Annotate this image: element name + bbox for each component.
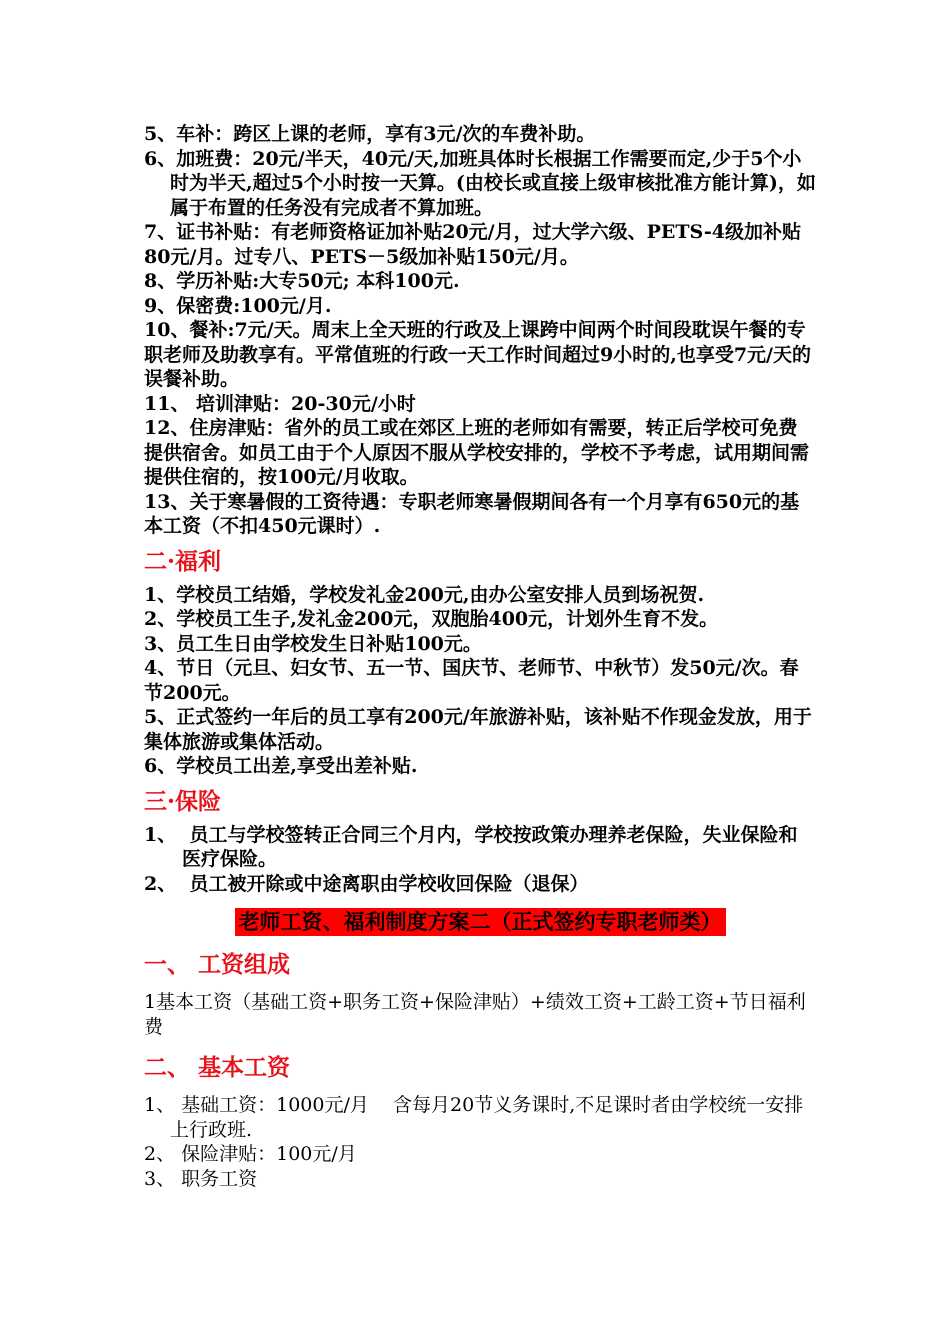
document-page (144, 122, 816, 1191)
allowance-item-11: 11、 培训津贴：20-30元/小时 (144, 392, 416, 415)
allowance-item-10: 10、餐补:7元/天。周末上全天班的行政及上课跨中间两个时间段耽误午餐的专职老师及助教享有。平常值班的行政一天工作时间超过9小时的,也享受7元/天的误餐补助。 (144, 319, 811, 390)
allowance-item-12: 12、住房津贴：省外的员工或在郊区上班的老师如有需要，转正后学校可免费提供宿舍。如员工由于个人原因不服从学校安排的，学校不予考虑，试用期间需提供住宿的，按100元/月收取。 (144, 417, 810, 488)
welfare-item-4: 4、节日（元旦、妇女节、五一节、国庆节、老师节、中秋节）发50元/次。春节200元。 (144, 657, 799, 704)
allowance-item-6: 6、加班费：20元/半天，40元/天,加班具体时长根据工作需要而定,少于5个小时为半天,超过5个小时按一天算。(由校长或直接上级审核批准方能计算)，如属于布置的任务没有完成者不算加班。 (144, 147, 816, 219)
composition-heading: 一、 工资组成 (144, 951, 291, 978)
welfare-item-5: 5、正式签约一年后的员工享有200元/年旅游补贴，该补贴不作现金发放，用于集体旅游或集体活动。 (144, 706, 812, 753)
welfare-item-1: 1、学校员工结婚，学校发礼金200元,由办公室安排人员到场祝贺. (144, 583, 705, 606)
basic-salary-item-3: 3、 职务工资 (144, 1167, 258, 1190)
welfare-item-6: 6、学校员工出差,享受出差补贴. (144, 755, 418, 777)
welfare-item-2: 2、学校员工生子,发礼金200元，双胞胎400元，计划外生育不发。 (144, 608, 719, 630)
insurance-item-2: 2、 员工被开除或中途离职由学校收回保险（退保） (144, 872, 589, 895)
insurance-heading: 三·保险 (144, 787, 222, 815)
allowance-item-5: 5、车补：跨区上课的老师，享有3元/次的车费补助。 (144, 123, 596, 145)
allowance-item-8: 8、学历补贴:大专50元; 本科100元. (144, 270, 460, 292)
welfare-heading: 二·福利 (144, 547, 222, 575)
insurance-item-1: 1、 员工与学校签转正合同三个月内，学校按政策办理养老保险，失业保险和医疗保险。 (144, 823, 798, 870)
basic-salary-list (144, 1093, 816, 1191)
plan2-banner: 老师工资、福利制度方案二（正式签约专职老师类） (235, 908, 726, 936)
allowance-item-9: 9、保密费:100元/月. (144, 294, 332, 317)
welfare-item-3: 3、员工生日由学校发生日补贴100元。 (144, 632, 482, 655)
allowance-list (144, 122, 816, 539)
allowance-item-7: 7、证书补贴：有老师资格证加补贴20元/月，过大学六级、PETS-4级加补贴80元/月。过专八、PETS－5级加补贴150元/月。 (144, 221, 802, 268)
basic-salary-item-2: 2、 保险津贴：100元/月 (144, 1143, 357, 1165)
plan2-banner-wrap (144, 908, 816, 936)
composition-text: 1基本工资（基础工资+职务工资+保险津贴）+绩效工资+工龄工资+节日福利费 (144, 991, 806, 1038)
basic-salary-item-1: 1、 基础工资：1000元/月 含每月20节义务课时,不足课时者由学校统一安排上行政班. (144, 1094, 804, 1141)
welfare-list (144, 583, 816, 779)
allowance-item-13: 13、关于寒暑假的工资待遇：专职老师寒暑假期间各有一个月享有650元的基本工资（不扣450元课时）. (144, 490, 800, 537)
insurance-list (144, 823, 816, 897)
basic-salary-heading: 二、 基本工资 (144, 1054, 291, 1081)
